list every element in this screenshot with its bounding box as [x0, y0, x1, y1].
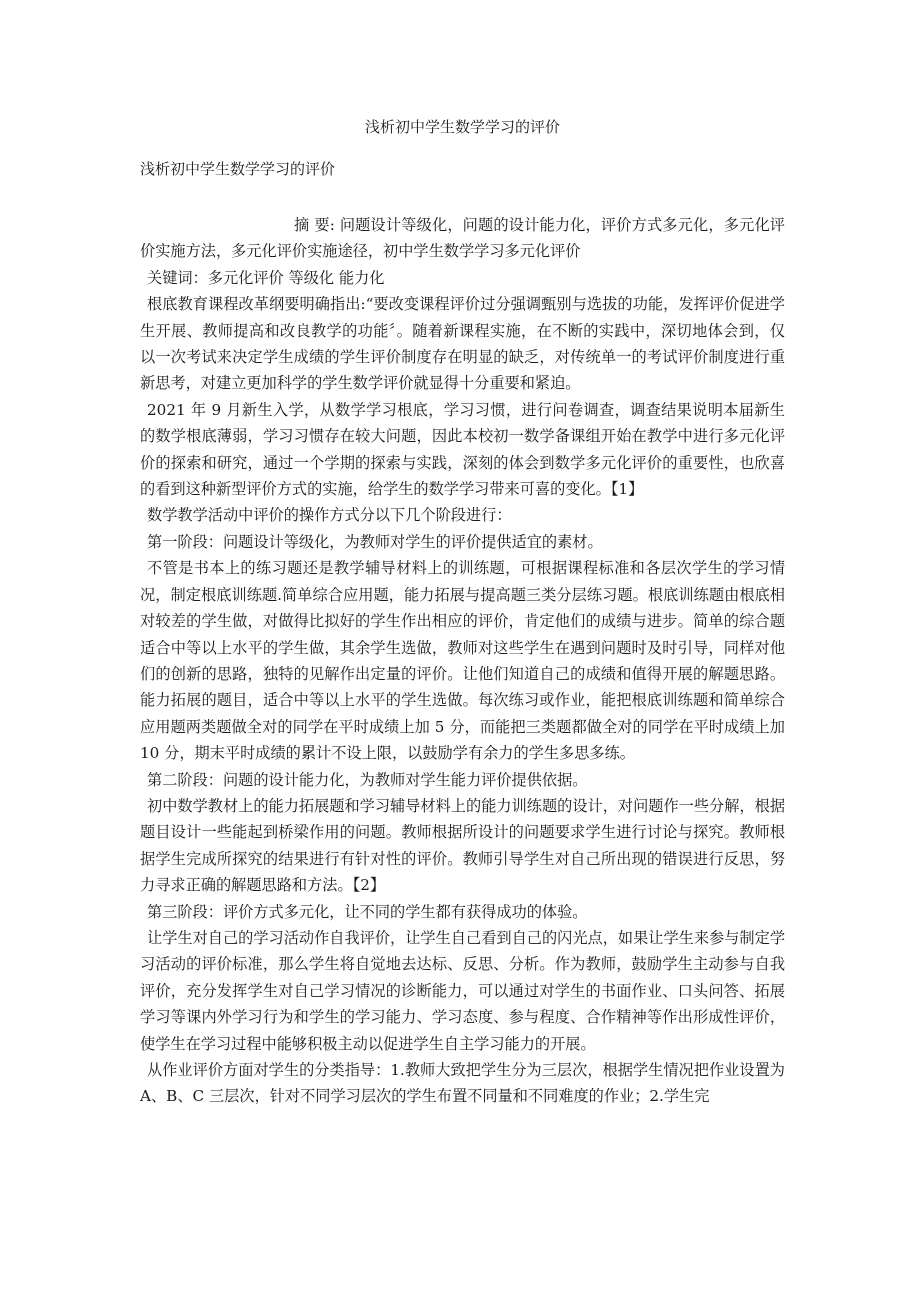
body-paragraph: 初中数学教材上的能力拓展题和学习辅导材料上的能力训练题的设计，对问题作一些分解，根据题目设计一些能起到桥梁作用的问题。教师根据所设计的问题要求学生进行讨论与探究。教师根据学生完成所探究的结果进行有针对性的评价。教师引导学生对自己所出现的错误进行反思，努力寻求正确的解题思路和方法。【2】 [140, 796, 785, 895]
document-title: 浅析初中学生数学学习的评价 [364, 118, 560, 136]
abstract-paragraph: 摘 要: 问题设计等级化，问题的设计能力化，评价方式多元化，多元化评价实施方法，多元化评价实施途径，初中学生数学学习多元化评价 [140, 216, 785, 261]
body-paragraph: 数学教学活动中评价的操作方式分以下几个阶段进行： [147, 506, 512, 525]
document-subtitle: 浅析初中学生数学学习的评价 [140, 160, 336, 178]
section-heading-stage-1: 第一阶段：问题设计等级化，为教师对学生的评价提供适宜的素材。 [147, 532, 603, 551]
document-body [140, 212, 785, 1110]
body-paragraph: 2021 年 9 月新生入学，从数学学习根底，学习习惯，进行问卷调查，调查结果说明本届新生的数学根底薄弱，学习习惯存在较大问题，因此本校初一数学备课组开始在教学中进行多元化评价的探索和研究，通过一个学期的探索与实践，深刻的体会到数学多元化评价的重要性，也欣喜的看到这种新型评价方式的实施，给学生的数学学习带来可喜的变化。【1】 [140, 400, 785, 499]
body-paragraph: 不管是书本上的练习题还是教学辅导材料上的训练题，可根据课程标准和各层次学生的学习情况，制定根底训练题.简单综合应用题，能力拓展与提高题三类分层练习题。根底训练题由根底相对较差的学生做，对做得比拟好的学生作出相应的评价，肯定他们的成绩与进步。简单的综合题适合中等以上水平的学生做，其余学生选做，教师对这些学生在遇到问题时及时引导，同样对他们的创新的思路，独特的见解作出定量的评价。让他们知道自己的成绩和值得开展的解题思路。能力拓展的题目，适合中等以上水平的学生选做。每次练习或作业，能把根底训练题和简单综合应用题两类题做全对的同学在平时成绩上加 5 分，而能把三类题都做全对的同学在平时成绩上加 10 分，期末平时成绩的累计不设上限，以鼓励学有余力的学生多思多练。 [140, 559, 785, 763]
body-paragraph: 根底教育课程改革纲要明确指出:“要改变课程评价过分强调甄别与选拔的功能，发挥评价促进学生开展、教师提高和改良教学的功能〞。随着新课程实施，在不断的实践中，深切地体会到，仅以一次考试来决定学生成绩的学生评价制度存在明显的缺乏，对传统单一的考试评价制度进行重新思考，对建立更加科学的学生数学评价就显得十分重要和紧迫。 [140, 295, 785, 393]
body-paragraph: 从作业评价方面对学生的分类指导：1.教师大致把学生分为三层次，根据学生情况把作业设置为 A、B、C 三层次，针对不同学习层次的学生布置不同量和不同难度的作业；2.学生完 [140, 1061, 785, 1106]
body-paragraph: 让学生对自己的学习活动作自我评价，让学生自己看到自己的闪光点，如果让学生来参与制定学习活动的评价标准，那么学生将自觉地去达标、反思、分析。作为教师，鼓励学生主动参与自我评价，充分发挥学生对自己学习情况的诊断能力，可以通过对学生的书面作业、口头问答、拓展学习等课内外学习行为和学生的学习能力、学习态度、参与程度、合作精神等作出形成性评价，使学生在学习过程中能够积极主动以促进学生自主学习能力的开展。 [140, 928, 785, 1053]
keywords-paragraph: 关键词：多元化评价 等级化 能力化 [147, 268, 385, 287]
section-heading-stage-2: 第二阶段：问题的设计能力化，为教师对学生能力评价提供依据。 [147, 770, 588, 789]
section-heading-stage-3: 第三阶段：评价方式多元化，让不同的学生都有获得成功的体验。 [147, 902, 588, 921]
